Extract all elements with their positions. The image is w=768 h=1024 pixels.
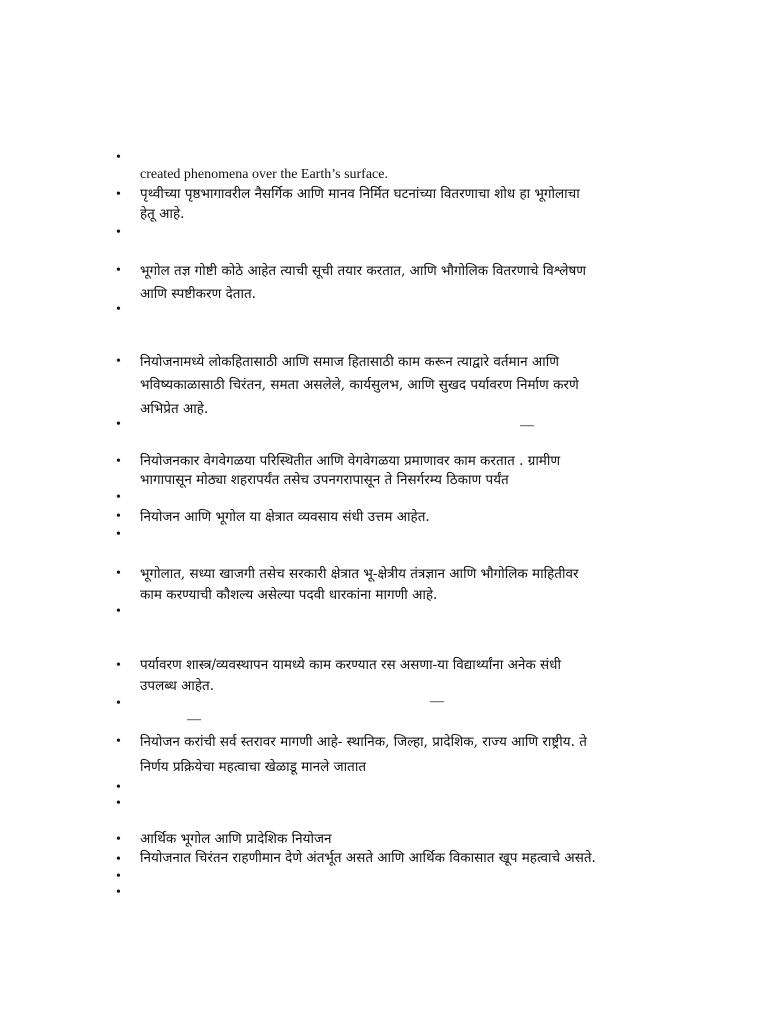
text-line: भूगोलात, सध्या खाजगी तसेच सरकारी क्षेत्रात भू-क्षेत्रीय तंत्रज्ञान आणि भौगोलिक माहितीवर bbox=[140, 566, 579, 582]
bullet-6: • bbox=[116, 354, 121, 369]
bullet-9: • bbox=[116, 490, 121, 505]
text-line: पर्यावरण शास्त्र/व्यवस्थापन यामध्ये काम करण्यात रस असणा-या विद्यार्थ्यांना अनेक संधी bbox=[140, 657, 561, 673]
text-line: नियोजन करांची सर्व स्तरावर मागणी आहे- स्थानिक, जिल्हा, प्रादेशिक, राज्य आणि राष्ट्रीय. ते bbox=[140, 734, 587, 750]
text-line: created phenomena over the Earth’s surface. bbox=[140, 167, 388, 182]
bullet-19: • bbox=[116, 832, 121, 847]
text-line: भूगोल तज्ञ गोष्टी कोठे आहेत त्याची सूची तयार करतात, आणि भौगोलिक वितरणाचे विश्लेषण bbox=[140, 263, 587, 279]
text-line: आणि स्पष्टीकरण देतात. bbox=[140, 286, 256, 302]
bullet-13: • bbox=[116, 604, 121, 619]
text-line: नियोजनात चिरंतन राहणीमान देणे अंतर्भूत असते आणि आर्थिक विकासात खूप महत्वाचे असते. bbox=[140, 850, 596, 866]
bullet-4: • bbox=[116, 263, 121, 278]
bullet-7: • bbox=[116, 417, 121, 432]
bullet-18: • bbox=[116, 796, 121, 811]
bullet-16: • bbox=[116, 734, 121, 749]
text-line: नियोजन आणि भूगोल या क्षेत्रात व्यवसाय संधी उत्तम आहेत. bbox=[140, 509, 430, 525]
dash-3: — bbox=[187, 712, 201, 727]
bullet-17: • bbox=[116, 780, 121, 795]
text-line: काम करण्याची कौशल्य असेल्या पदवी धारकांना मागणी आहे. bbox=[140, 587, 438, 603]
bullet-1: • bbox=[116, 150, 121, 165]
text-line: हेतू आहे. bbox=[140, 206, 185, 222]
bullet-12: • bbox=[116, 566, 121, 581]
bullet-5: • bbox=[116, 302, 121, 317]
text-line: भविष्यकाळासाठी चिरंतन, समता असलेले, कार्यसुलभ, आणि सुखद पर्यावरण निर्माण करणे bbox=[140, 377, 579, 393]
bullet-15: • bbox=[116, 696, 121, 711]
dash-2: — bbox=[430, 694, 444, 709]
dash-1: — bbox=[520, 418, 534, 433]
bullet-22: • bbox=[116, 885, 121, 900]
text-line: पृथ्वीच्या पृष्ठभागावरील नैसर्गिक आणि मानव निर्मित घटनांच्या वितरणाचा शोध हा भूगोलाचा bbox=[140, 186, 580, 202]
bullet-20: • bbox=[116, 852, 121, 867]
text-line: भागापासून मोठ्या शहरापर्यंत तसेच उपनगरापासून ते निसर्गरम्य ठिकाण पर्यंत bbox=[140, 472, 509, 488]
text-line: आर्थिक भूगोल आणि प्रादेशिक नियोजन bbox=[140, 831, 332, 847]
text-line: निर्णय प्रक्रियेचा महत्वाचा खेळाडू मानले जातात bbox=[140, 759, 367, 775]
text-line: उपलब्ध आहेत. bbox=[140, 678, 215, 694]
bullet-21: • bbox=[116, 869, 121, 884]
bullet-14: • bbox=[116, 658, 121, 673]
bullet-11: • bbox=[116, 527, 121, 542]
text-line: नियोजनकार वेगवेगळया परिस्थितीत आणि वेगवेगळया प्रमाणावर काम करतात . ग्रामीण bbox=[140, 453, 561, 469]
bullet-3: • bbox=[116, 225, 121, 240]
bullet-2: • bbox=[116, 187, 121, 202]
text-line: अभिप्रेत आहे. bbox=[140, 401, 209, 417]
text-line: नियोजनामध्ये लोकहितासाठी आणि समाज हितासाठी काम करून त्याद्वारे वर्तमान आणि bbox=[140, 354, 559, 370]
bullet-10: • bbox=[116, 509, 121, 524]
bullet-8: • bbox=[116, 454, 121, 469]
